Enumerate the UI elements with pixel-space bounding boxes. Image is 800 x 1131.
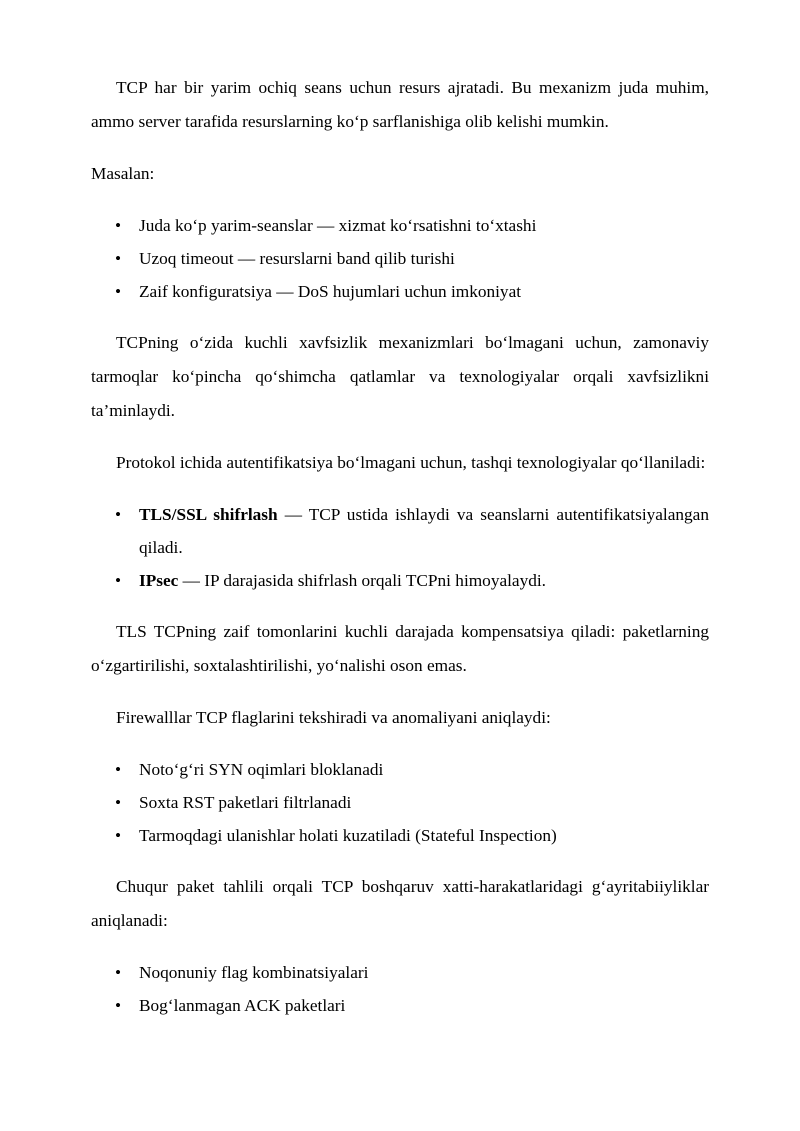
list-item (91, 209, 709, 242)
list-item-text: Zaif konfiguratsiya — DoS hujumlari uchun imkoniyat (139, 282, 522, 301)
paragraph-authentication: Protokol ichida autentifikatsiya bo‘lmagani uchun, tashqi texnologiyalar qo‘llaniladi: (116, 453, 706, 472)
list-item (91, 786, 709, 819)
bullet-icon: • (115, 249, 122, 268)
paragraph-resource-allocation: TCP har bir yarim ochiq seans uchun resurs ajratadi. Bu mexanizm juda muhim, ammo server tarafida resurslarning ko‘p sarflanishiga olib kelishi mumkin. (91, 78, 709, 131)
list-item-text: — IP darajasida shifrlash orqali TCPni himoyalaydi. (178, 571, 547, 590)
list-firewall-actions (91, 753, 709, 852)
bullet-icon: • (115, 996, 122, 1015)
list-item-text: Bog‘lanmagan ACK paketlari (139, 996, 346, 1015)
paragraph-firewalls: Firewalllar TCP flaglarini tekshiradi va anomaliyani aniqlaydi: (116, 708, 551, 727)
bullet-icon: • (115, 216, 122, 235)
list-item-text: Uzoq timeout — resurslarni band qilib turishi (139, 249, 455, 268)
bullet-icon: • (115, 826, 122, 845)
list-item-term: IPsec (139, 571, 179, 590)
list-item (91, 819, 709, 852)
bullet-icon: • (115, 760, 122, 779)
list-item-text: Soxta RST paketlari filtrlanadi (139, 793, 352, 812)
list-item (91, 956, 709, 989)
list-anomalies (91, 956, 709, 1022)
list-item (91, 275, 709, 308)
bullet-icon: • (115, 963, 122, 982)
list-technologies (91, 498, 709, 597)
list-item-text: Juda ko‘p yarim-seanslar — xizmat ko‘rsatishni to‘xtashi (139, 216, 537, 235)
list-item-term: TLS/SSL shifrlash (139, 505, 278, 524)
list-risks (91, 209, 709, 308)
list-item-text: Tarmoqdagi ulanishlar holati kuzatiladi (Stateful Inspection) (139, 826, 557, 845)
list-item (91, 242, 709, 275)
list-item-text: Noqonuniy flag kombinatsiyalari (139, 963, 369, 982)
list-item-text: — TCP ustida ishlaydi va seanslarni autentifikatsiyalangan qiladi. (139, 505, 709, 557)
bullet-icon: • (115, 505, 122, 524)
bullet-icon: • (115, 282, 122, 301)
list-item (91, 498, 709, 564)
list-item (91, 989, 709, 1022)
bullet-icon: • (115, 571, 122, 590)
list-item-text: Noto‘g‘ri SYN oqimlari bloklanadi (139, 760, 384, 779)
paragraph-deep-packet-inspection: Chuqur paket tahlili orqali TCP boshqaruv xatti-harakatlaridagi g‘ayritabiiyliklar aniqlanadi: (91, 877, 709, 930)
list-item (91, 564, 709, 597)
bullet-icon: • (115, 793, 122, 812)
paragraph-example-intro: Masalan: (91, 164, 155, 183)
paragraph-modern-networks: TCPning o‘zida kuchli xavfsizlik mexanizmlari bo‘lmagani uchun, zamonaviy tarmoqlar ko‘pincha qo‘shimcha qatlamlar va texnologiyalar orqali xavfsizlikni ta’minlaydi. (91, 333, 709, 420)
paragraph-tls: TLS TCPning zaif tomonlarini kuchli darajada kompensatsiya qiladi: paketlarning o‘zgartirilishi, soxtalashtirilishi, yo‘nalishi oson emas. (91, 622, 709, 675)
list-item (91, 753, 709, 786)
